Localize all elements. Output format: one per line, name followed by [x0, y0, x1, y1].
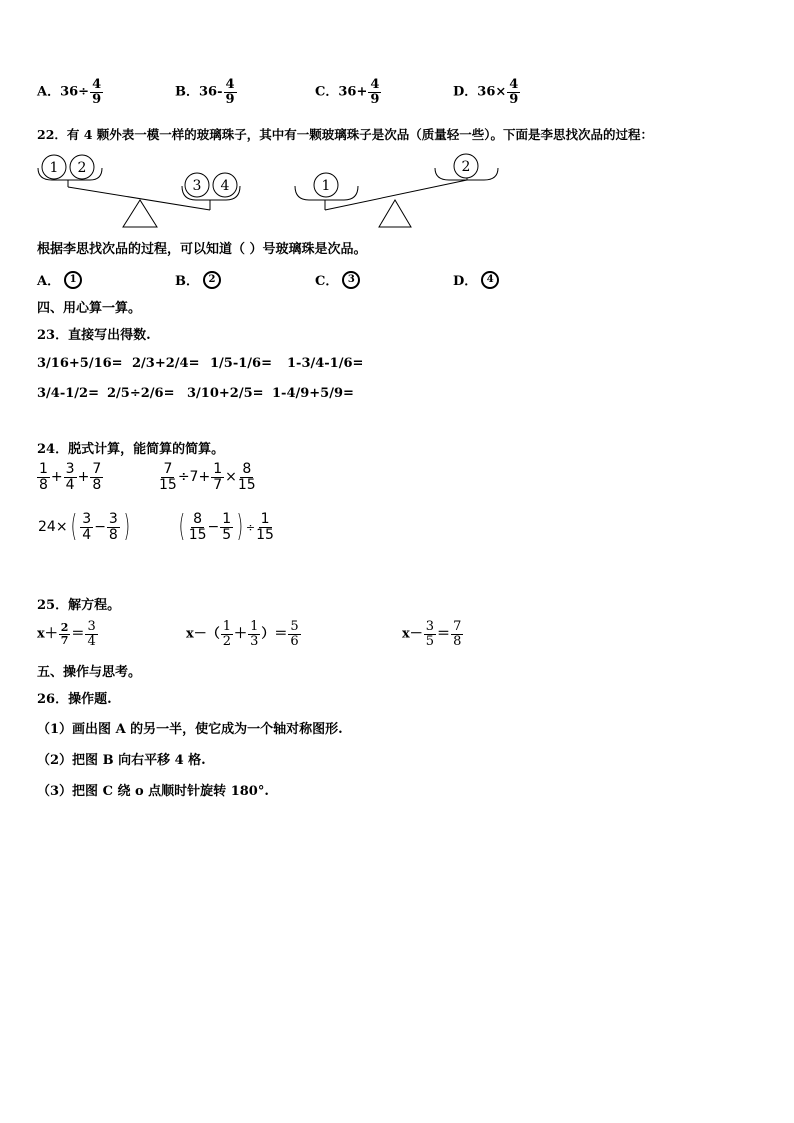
balance-scale-left: [38, 155, 240, 227]
q26-stem: 26．操作题.: [37, 692, 112, 707]
q23-item-8: 1-4/9+5/9=: [272, 386, 354, 401]
q22-option-b: B． 2: [175, 270, 221, 289]
q24-expression-3: 24×( $\frac{3}{4}$ − $\frac{3}{8}$ ): [38, 509, 130, 545]
ball-2-right-label: 2: [461, 159, 471, 175]
q26-item-3: （3）把图 C 绕 o 点顺时针旋转 180°.: [37, 784, 269, 799]
ball-3-label: 3: [192, 178, 202, 194]
section-4-heading: 四、用心算一算。: [37, 301, 142, 316]
ball-1-label: 1: [49, 160, 59, 176]
q25-stem: 25．解方程。: [37, 598, 121, 613]
q22-question: 根据李思找次品的过程，可以知道（ ）号玻璃珠是次品。: [37, 242, 367, 257]
q23-item-7: 3/10+2/5=: [187, 386, 264, 401]
q22-stem: 22．有 4 颗外表一模一样的玻璃珠子，其中有一颗玻璃珠子是次品（质量轻一些）。下面是李思找次品的过程：: [37, 127, 654, 142]
q21-option-b: B．36- $\frac{4}{9}$: [175, 77, 235, 107]
q26-item-1: （1）画出图 A 的另一半，使它成为一个轴对称图形.: [37, 722, 343, 737]
q25-equation-3: x－ $\frac{3}{5}$ ＝ $\frac{7}{8}$: [402, 619, 462, 649]
q25-equation-1: x＋ $\frac{2}{7}$ ＝ $\frac{3}{4}$: [37, 619, 96, 649]
q23-item-6: 2/5÷2/6=: [107, 386, 175, 401]
q22-option-a: A． 1: [37, 270, 82, 289]
q23-item-2: 2/3+2/4=: [132, 356, 200, 371]
q21-option-c: C．36+ $\frac{4}{9}$: [315, 77, 380, 107]
q26-item-2: （2）把图 B 向右平移 4 格.: [37, 753, 206, 768]
q23-item-1: 3/16+5/16=: [37, 356, 123, 371]
q24-expression-4: ( $\frac{8}{15}$ − $\frac{1}{5}$ ) ÷ $\frac{1}{15}$: [178, 509, 274, 545]
q25-equation-2: x－（ $\frac{1}{2}$ ＋ $\frac{1}{3}$ ）＝ $\frac{5}{6}$: [186, 619, 299, 649]
q23-item-5: 3/4-1/2=: [37, 386, 99, 401]
q22-option-d: D． 4: [453, 270, 499, 289]
q23-item-4: 1-3/4-1/6=: [287, 356, 364, 371]
q22-option-c: C． 3: [315, 270, 360, 289]
q24-expression-2: $\frac{7}{15}$ ÷7+ $\frac{1}{7}$ × $\frac{8}{15}$: [159, 461, 256, 493]
ball-1-right-label: 1: [321, 178, 331, 194]
ball-2-label: 2: [77, 160, 87, 176]
q21-option-a: A．36÷ $\frac{4}{9}$: [37, 77, 102, 107]
q21-option-d: D．36× $\frac{4}{9}$: [453, 77, 519, 107]
section-5-heading: 五、操作与思考。: [37, 665, 142, 680]
ball-4-label: 4: [220, 178, 230, 194]
q24-expression-1: $\frac{1}{8}$ + $\frac{3}{4}$ + $\frac{7}{8}$: [39, 461, 102, 493]
q23-stem: 23．直接写出得数.: [37, 328, 151, 343]
balance-diagrams: [30, 148, 510, 230]
q24-stem: 24．脱式计算，能简算的简算。: [37, 442, 225, 457]
q23-item-3: 1/5-1/6=: [210, 356, 272, 371]
